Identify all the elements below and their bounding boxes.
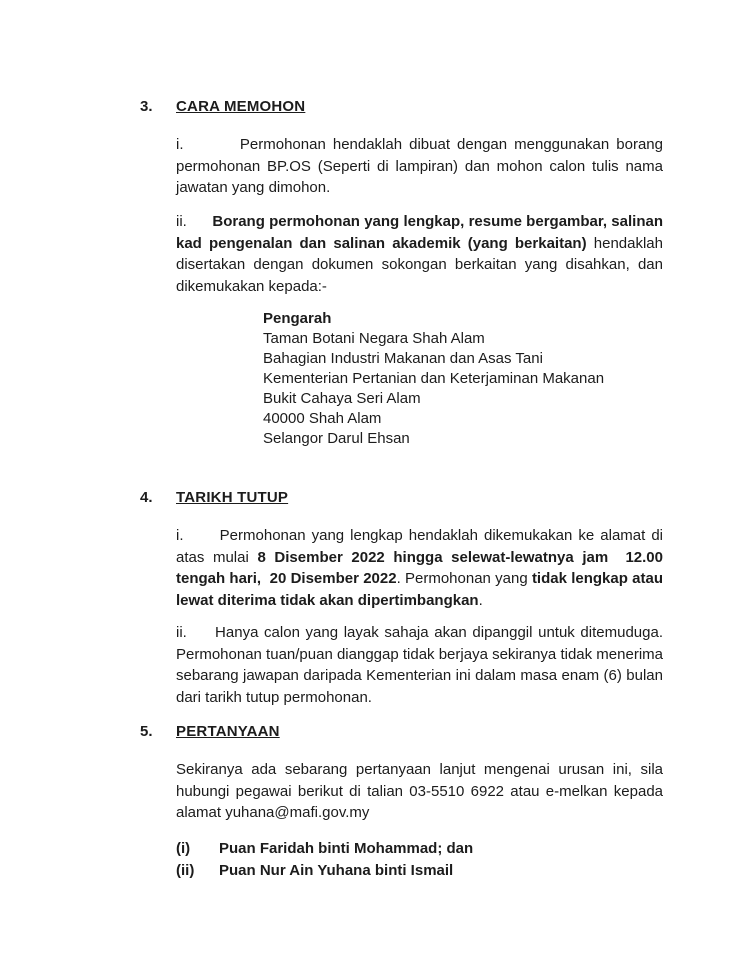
contact-row — [176, 860, 473, 882]
contact-row — [176, 838, 473, 860]
section-4-title: TARIKH TUTUP — [176, 489, 289, 506]
section-3-paragraph-i: i. Permohonan hendaklah dibuat dengan menggunakan borang permohonan BP.OS (Seperti di lampiran) dan mohon calon tulis nama jawatan yang dimohon. — [176, 136, 663, 196]
section-3-title: CARA MEMOHON — [176, 98, 306, 115]
section-5-heading — [140, 723, 280, 740]
section-4-heading — [140, 489, 288, 506]
address-line: Taman Botani Negara Shah Alam — [263, 330, 485, 347]
section-3-paragraph-ii: ii. Borang permohonan yang lengkap, resume bergambar, salinan kad pengenalan dan salinan akademik (yang berkaitan) hendaklah disertakan dengan dokumen sokongan berkaitan yang disahkan, dan dikemukakan kepada:- — [176, 213, 663, 295]
address-line: Bukit Cahaya Seri Alam — [263, 390, 421, 407]
contact-name: Puan Nur Ain Yuhana binti Ismail — [219, 861, 454, 879]
address-line: 40000 Shah Alam — [263, 410, 382, 427]
contact-label: (ii) — [176, 861, 195, 879]
contact-label: (i) — [176, 840, 191, 857]
section-4-paragraph-i: i. Permohonan yang lengkap hendaklah dikemukakan ke alamat di atas mulai 8 Disember 2022 hingga selewat-lewatnya jam 12.00 tengah hari, 20 Disember 2022. Permohonan yang tidak lengkap atau lewat diterima tidak akan dipertimbangkan. — [176, 527, 663, 609]
mailing-address-block — [263, 309, 604, 449]
section-3-number: 3. — [140, 98, 153, 115]
section-5-number: 5. — [140, 723, 153, 740]
section-4-number: 4. — [140, 489, 153, 506]
address-line: Selangor Darul Ehsan — [263, 430, 410, 447]
address-line: Bahagian Industri Makanan dan Asas Tani — [263, 350, 543, 367]
address-line: Kementerian Pertanian dan Keterjaminan Makanan — [263, 370, 605, 387]
section-4-paragraph-ii: ii. Hanya calon yang layak sahaja akan dipanggil untuk ditemuduga. Permohonan tuan/puan dianggap tidak berjaya sekiranya tidak menerima sebarang jawapan daripada Kementerian ini dalam masa enam (6) bulan dari tarikh tutup permohonan. — [176, 624, 663, 706]
section-5-paragraph: Sekiranya ada sebarang pertanyaan lanjut mengenai urusan ini, sila hubungi pegawai berikut di talian 03-5510 6922 atau e-melkan kepada alamat yuhana@mafi.gov.my — [176, 761, 663, 821]
contact-name: Puan Faridah binti Mohammad; dan — [219, 840, 474, 857]
contact-list — [176, 838, 473, 881]
section-5-title: PERTANYAAN — [176, 723, 280, 740]
section-3-heading — [140, 98, 305, 115]
address-line-recipient: Pengarah — [263, 310, 332, 327]
